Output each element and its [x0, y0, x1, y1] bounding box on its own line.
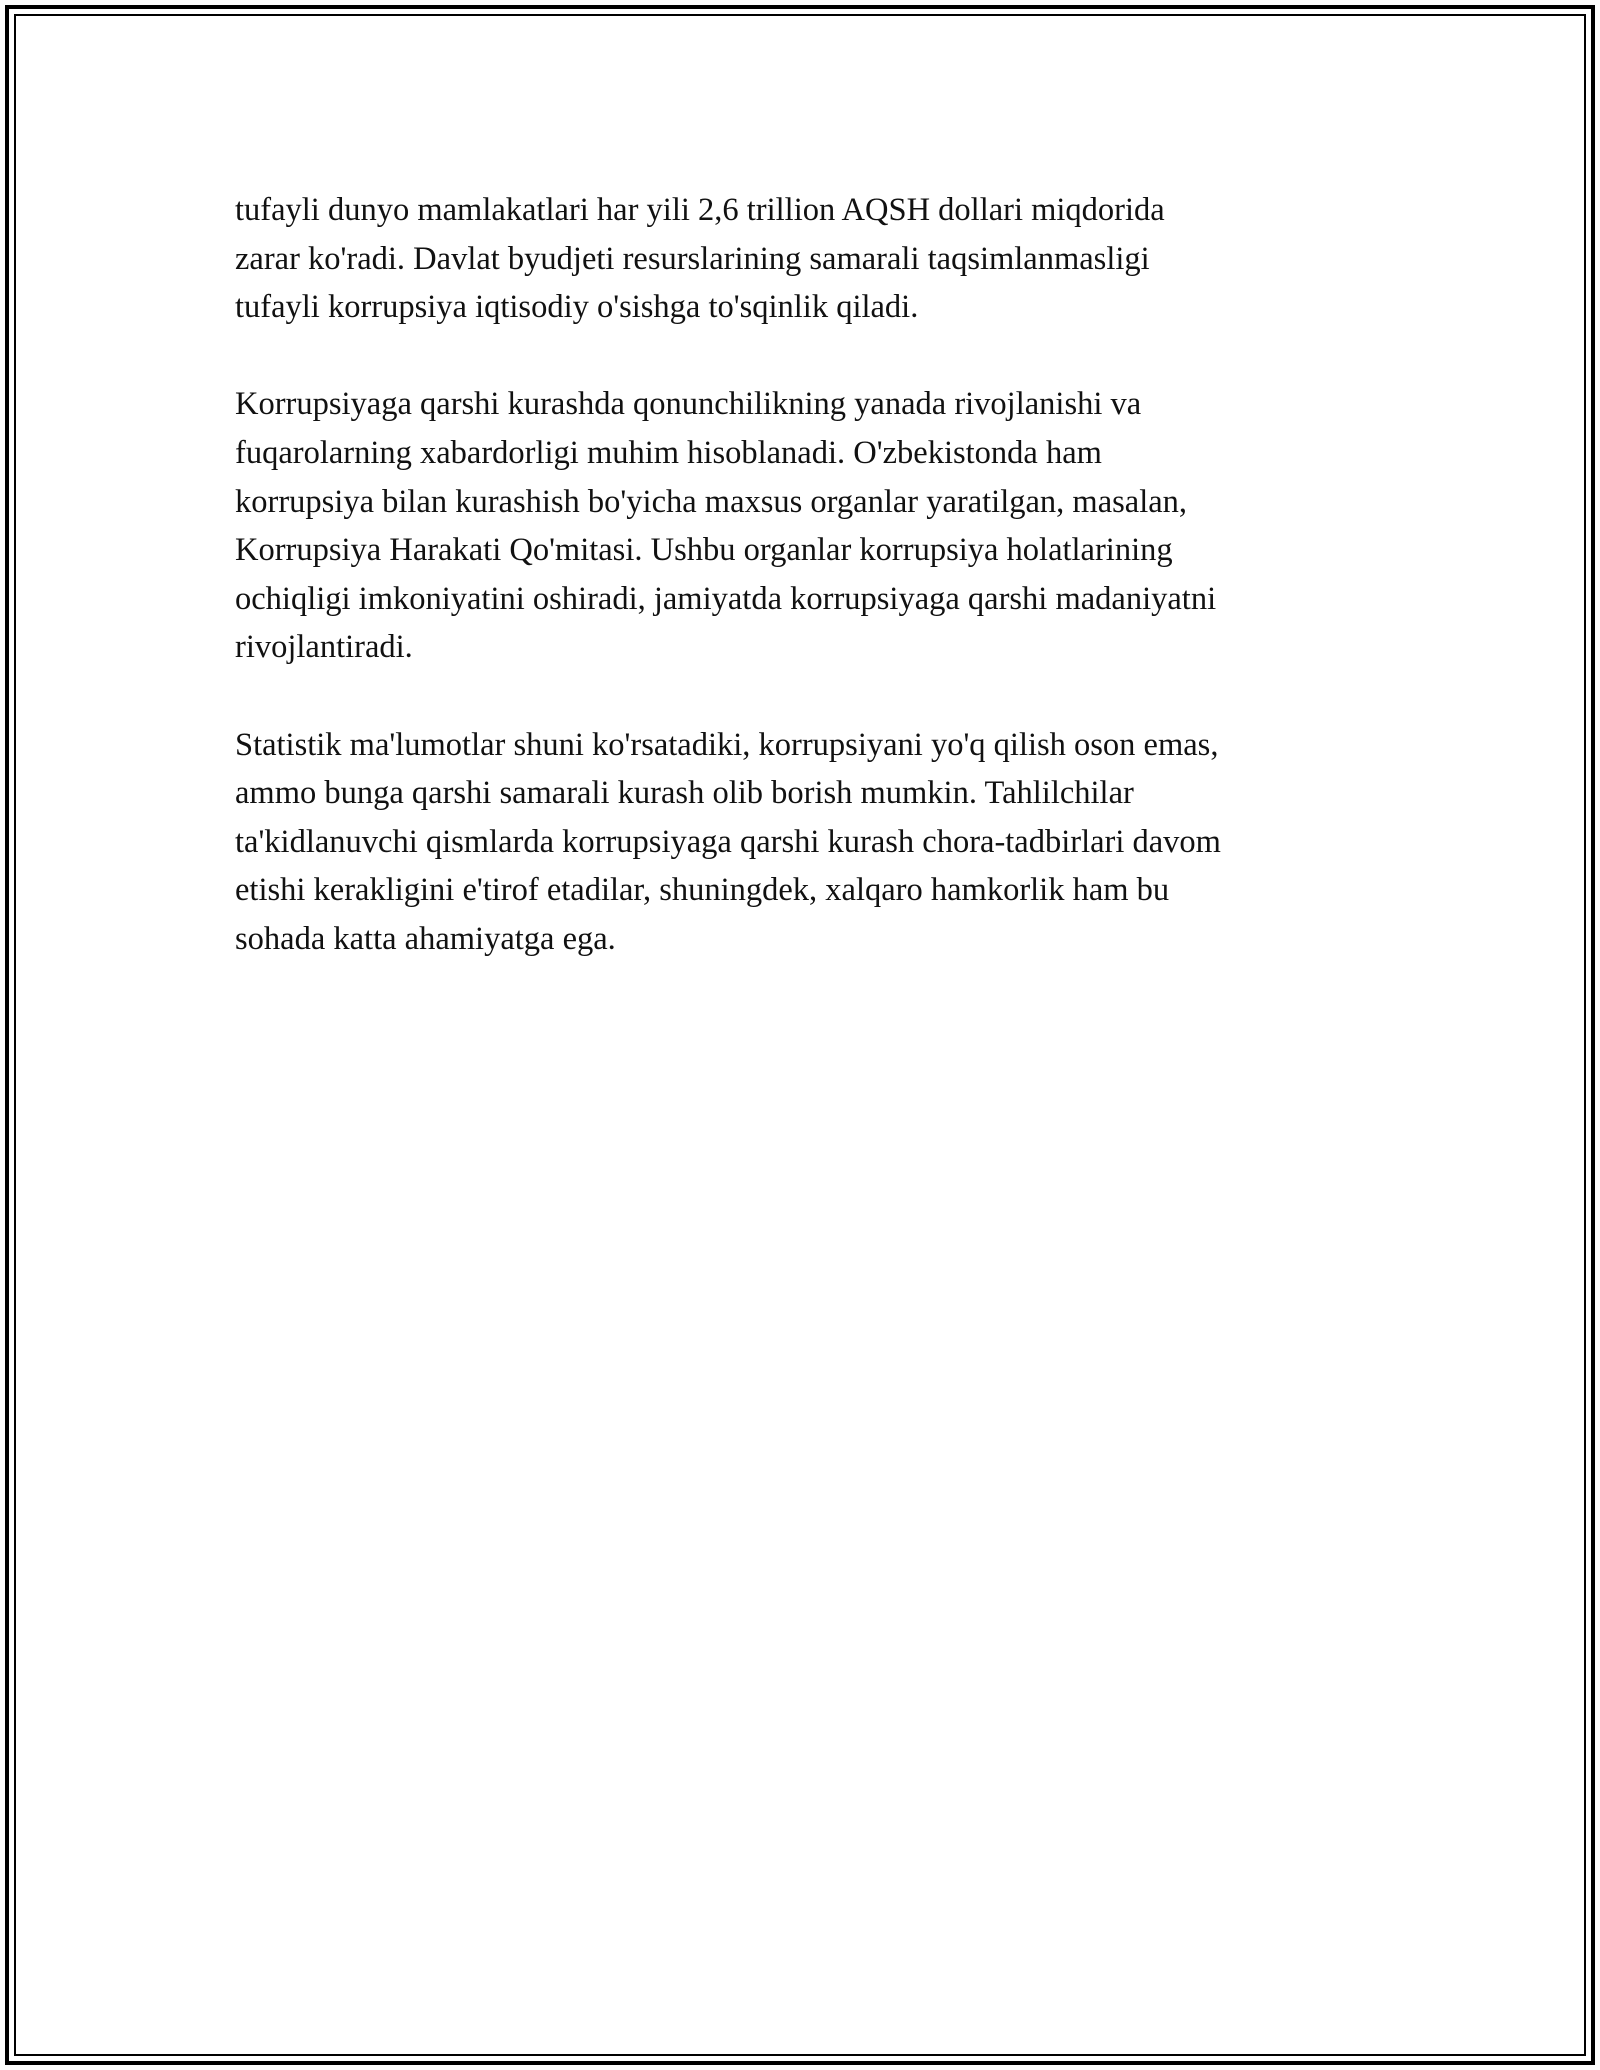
- paragraph-1: tufayli dunyo mamlakatlari har yili 2,6 trillion AQSH dollari miqdorida zarar ko'radi. Davlat byudjeti resurslarining samarali taqsimlanmasligi tufayli korrupsiya iqtisodiy o'sishga to'sqinlik qiladi.: [235, 192, 1165, 326]
- paragraph-3: Statistik ma'lumotlar shuni ko'rsatadiki, korrupsiyani yo'q qilish oson emas, ammo bunga qarshi samarali kurash olib borish mumkin. Tahlilchilar ta'kidlanuvchi qismlarda korrupsiyaga qarshi kurash chora-tadbirlari davom etishi kerakligini e'tirof etadilar, shuningdek, xalqaro hamkorlik ham bu sohada katta ahamiyatga ega.: [235, 726, 1221, 957]
- document-body: [235, 186, 1375, 1012]
- paragraph-2: Korrupsiyaga qarshi kurashda qonunchilikning yanada rivojlanishi va fuqarolarning xabardorligi muhim hisoblanadi. O'zbekistonda ham korrupsiya bilan kurashish bo'yicha maxsus organlar yaratilgan, masalan, Korrupsiya Harakati Qo'mitasi. Ushbu organlar korrupsiya holatlarining ochiqligi imkoniyatini oshiradi, jamiyatda korrupsiyaga qarshi madaniyatni rivojlantiradi.: [235, 386, 1217, 666]
